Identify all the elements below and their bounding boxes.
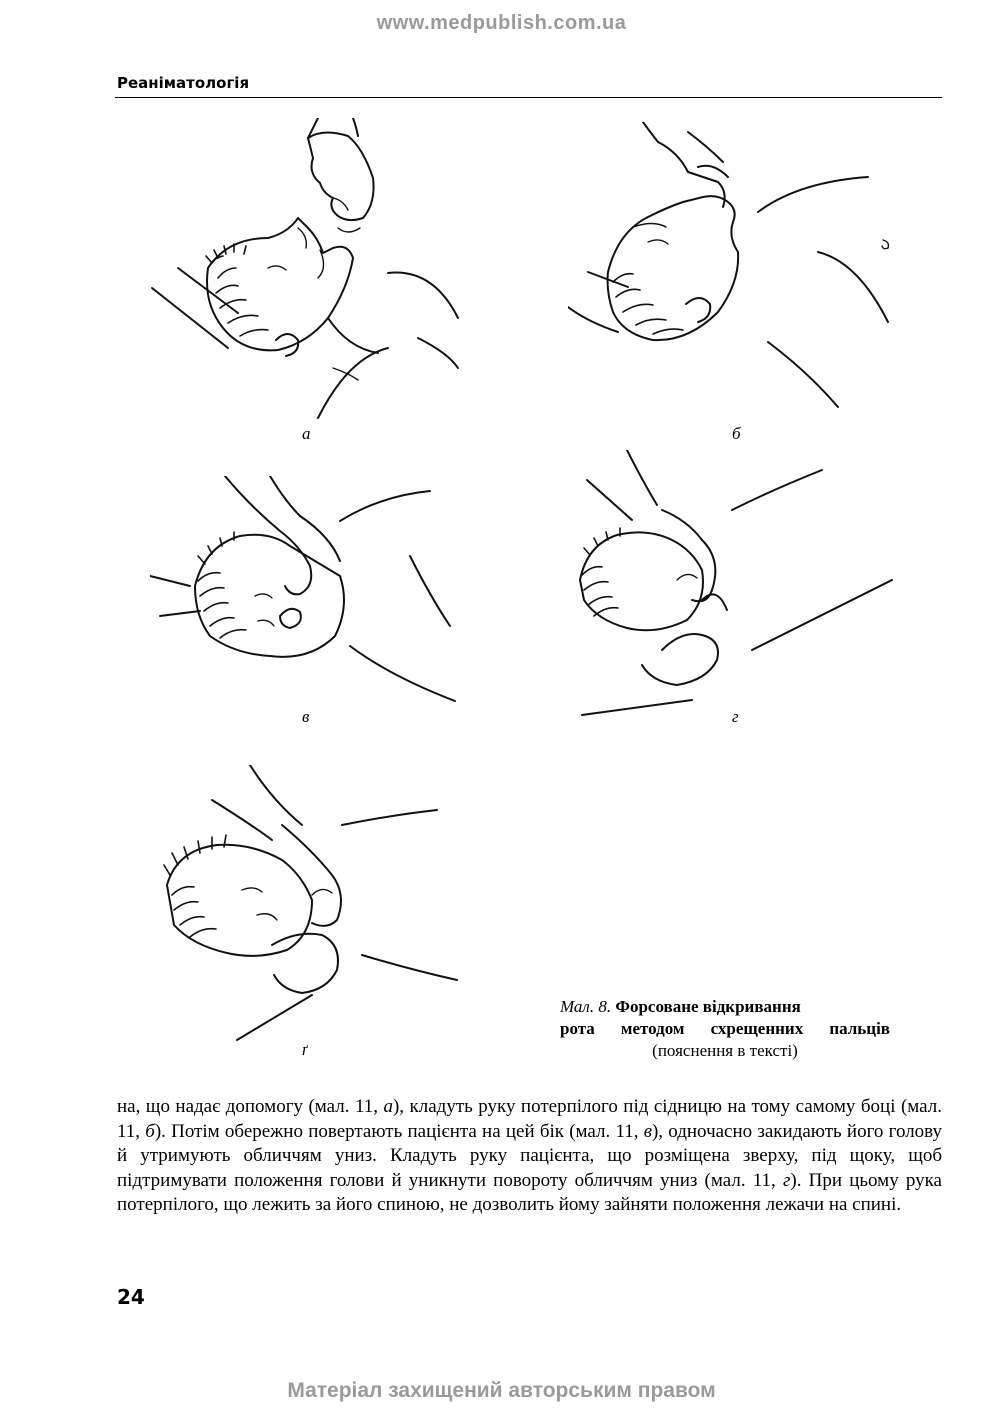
body-ref-v: в [643, 1120, 652, 1142]
watermark-bottom: Матеріал захищений авторським правом [287, 1379, 716, 1402]
body-paragraph [117, 1095, 942, 1218]
running-head: Реаніматологія [117, 74, 250, 92]
figure-d-label: ґ [302, 1040, 308, 1059]
figure-g-illustration [572, 450, 902, 720]
figure-a-label: а [302, 424, 311, 443]
figure-d-illustration [162, 765, 462, 1045]
caption-title-part2: рота методом схрещенних пальців [560, 1019, 890, 1038]
body-text-3: ). Потім обережно повертають пацієнта на цей бік (мал. 11, [154, 1120, 644, 1142]
figure-a-illustration [148, 118, 468, 428]
figure-b-label: б [732, 424, 741, 443]
body-text-2: ), кладуть руку потерпілого під сідницю на тому самому боці (мал. 11, [117, 1096, 942, 1142]
body-ref-a: а [383, 1096, 393, 1117]
caption-title-part1: Форсоване відкривання [615, 997, 801, 1016]
page-number: 24 [117, 1285, 145, 1309]
figure-g-label: г [732, 707, 739, 726]
figure-v-illustration [150, 476, 460, 706]
caption-note: (пояснення в тексті) [652, 1041, 798, 1060]
figure-caption [560, 996, 890, 1062]
body-text-1: на, що надає допомогу (мал. 11, [117, 1096, 384, 1117]
figure-v-label: в [302, 707, 310, 726]
body-ref-g: г [782, 1169, 791, 1191]
body-text-5: ). При цьому рука потерпілого, що лежить за його спиною, не дозволить йому зайняти положення лежачи на спині. [117, 1169, 942, 1215]
watermark-top: www.medpublish.com.ua [376, 12, 627, 34]
caption-number: Мал. 8. [560, 997, 612, 1016]
header-rule [115, 97, 942, 98]
figure-b-illustration [568, 122, 898, 412]
body-text-4: ), одночасно закидають його голову й утримують обличчям униз. Кладуть руку пацієнта, що розміщена зверху, під щоку, щоб підтримувати положення голови й уникнути повороту обличчям униз (мал. 11, [117, 1120, 942, 1191]
body-ref-b: б [145, 1120, 155, 1142]
